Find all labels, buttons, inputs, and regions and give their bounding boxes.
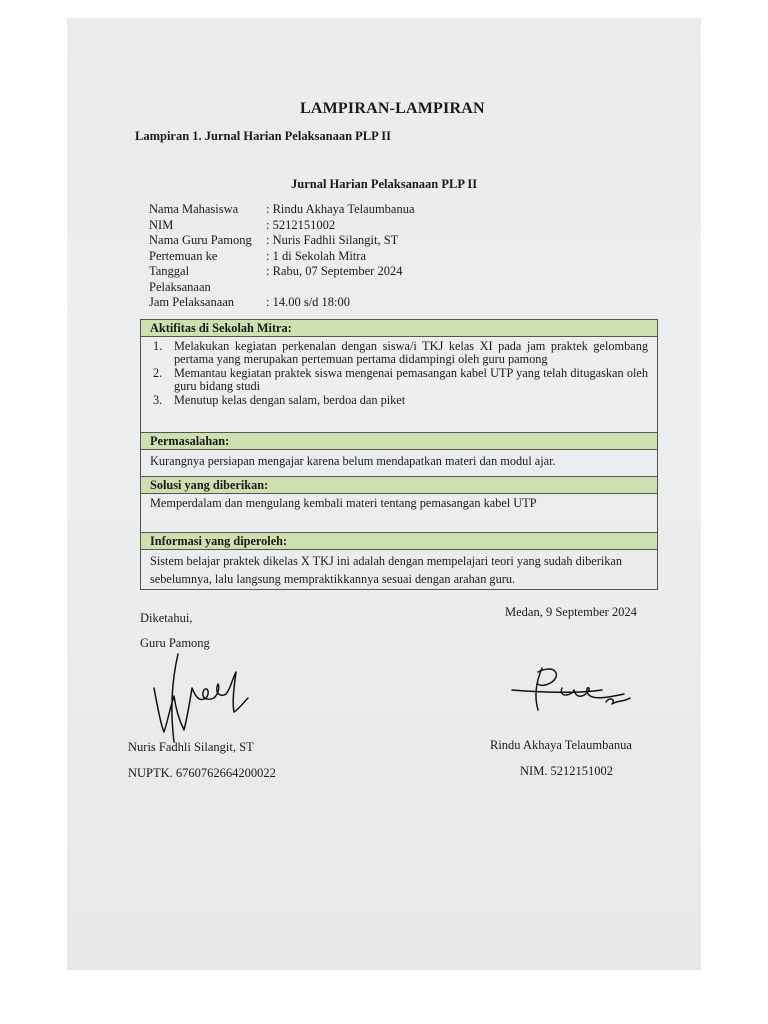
place-date: Medan, 9 September 2024 [505,605,637,619]
student-name: Rindu Akhaya Telaumbanua [490,738,632,752]
mentor-name: Nuris Fadhli Silangit, ST [128,740,254,754]
info-value: : Rindu Akhaya Telaumbanua [266,202,415,216]
problems-text: Kurangnya persiapan mengajar karena belum mendapatkan materi dan modul ajar. [150,454,556,468]
info-label: Tanggal Pelaksanaan [149,264,211,294]
problems-header: Permasalahan: [141,432,657,450]
mentor-nuptk: NUPTK. 6760762664200022 [128,766,276,780]
solution-header: Solusi yang diberikan: [141,476,657,494]
info-value: : 14.00 s/d 18:00 [266,295,351,310]
journal-title: Jurnal Harian Pelaksanaan PLP II [291,177,478,191]
info-value: : 5212151002 [266,217,336,232]
item-text: Memantau kegiatan praktek siswa mengenai pemasangan kabel UTP yang telah ditugaskan oleh guru bidang studi [174,365,648,394]
list-item [153,365,648,394]
activities-list [150,340,648,407]
info-label: Jam Pelaksanaan [149,295,235,310]
student-signature [506,660,636,720]
item-text: Melakukan kegiatan perkenalan dengan siswa/i TKJ kelas XI pada jam praktek gelombang pertama yang merupakan pertemuan pertama didampingi oleh guru pamong [174,339,648,367]
activities-cell [141,337,657,432]
item-text: Menutup kelas dengan salam, berdoa dan piket [174,392,406,407]
list-item [153,339,648,367]
info-obtained-text: Sistem belajar praktek dikelas X TKJ ini adalah dengan mempelajari teori yang sudah diberikan sebelumnya, lalu langsung mempraktikkannya sesuai dengan arahan guru. [150,554,623,586]
item-number: 2. [153,365,163,380]
activities-header: Aktifitas di Sekolah Mitra: [141,320,657,337]
info-value: : Nuris Fadhli Silangit, ST [266,233,399,248]
info-obtained-header: Informasi yang diperoleh: [141,532,657,550]
info-value: : 1 di Sekolah Mitra [266,248,366,263]
mentor-signature [140,650,260,750]
info-label: NIM [149,217,174,232]
journal-table [140,319,658,590]
mentor-role: Guru Pamong [140,636,210,650]
info-value: : Rabu, 07 September 2024 [266,264,403,279]
info-label: Nama Guru Pamong [149,233,252,248]
known-label: Diketahui, [140,611,193,625]
student-nim: NIM. 5212151002 [520,764,614,778]
info-label: Pertemuan ke [149,248,218,263]
list-item [153,392,648,407]
item-number: 1. [153,339,163,353]
page-heading: LAMPIRAN-LAMPIRAN [300,100,485,117]
solution-text: Memperdalam dan mengulang kembali materi tentang pemasangan kabel UTP [150,496,537,510]
info-label: Nama Mahasiswa [149,202,239,216]
item-number: 3. [153,392,163,407]
attachment-subheading: Lampiran 1. Jurnal Harian Pelaksanaan PLP II [135,129,391,143]
